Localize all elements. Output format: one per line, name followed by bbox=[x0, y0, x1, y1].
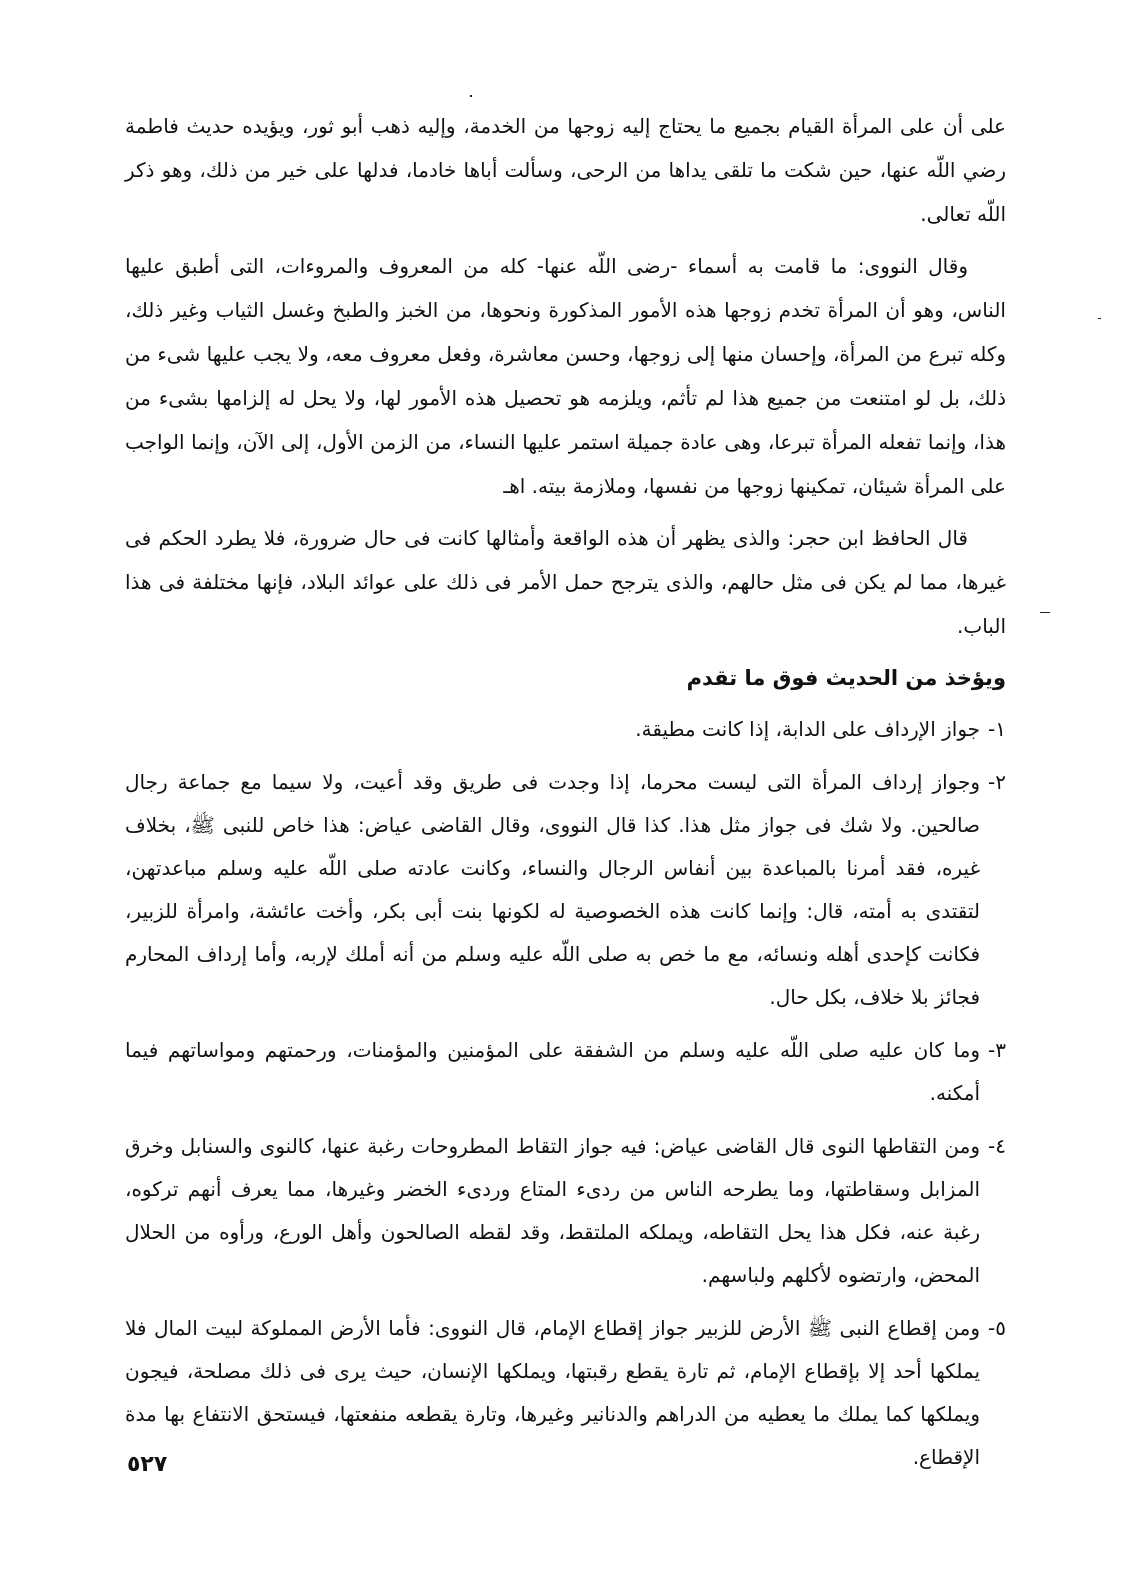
list-item-number: ٥- bbox=[988, 1316, 1006, 1340]
list-item bbox=[125, 1029, 1006, 1115]
scan-mark bbox=[1040, 612, 1050, 613]
list-item-text: وجواز إرداف المرأة التى ليست محرما، إذا وجدت فى طريق وقد أعيت، ولا سيما مع جماعة رجال صالحين. ولا شك فى جواز مثل هذا. كذا قال النووى، وقال القاضى عياض: هذا خاص للنبى ﷺ، بخلاف غيره، فقد أمرنا بالمباعدة بين أنفاس الرجال والنساء، وكانت عادته صلى اللّه عليه وسلم مباعدتهن، لتقتدى به أمته، قال: وإنما كانت هذه الخصوصية له لكونها بنت أبى بكر، وأخت عائشة، وامرأة للزبير، فكانت كإحدى أهله ونسائه، مع ما خص به صلى اللّه عليه وسلم من أنه أملك لإربه، وأما إرداف المحارم فجائز بلا خلاف، بكل حال. bbox=[125, 770, 981, 1009]
list-item bbox=[125, 1307, 1006, 1479]
list-item-text: ومن إقطاع النبى ﷺ الأرض للزبير جواز إقطاع الإمام، قال النووى: فأما الأرض المملوكة لبيت المال فلا يملكها أحد إلا بإقطاع الإمام، ثم تارة يقطع رقبتها، ويملكها الإنسان، حيث يرى فى ذلك مصلحة، فيجون ويملكها كما يملك ما يعطيه من الدراهم والدنانير وغيرها، وتارة يقطعه منفعتها، فيستحق الانتفاع بها مدة الإقطاع. bbox=[125, 1316, 981, 1469]
paragraph-1: على أن على المرأة القيام بجميع ما يحتاج إليه زوجها من الخدمة، وإليه ذهب أبو ثور، ويؤيده حديث فاطمة رضي اللّه عنها، حين شكت ما تلقى يداها من الرحى، وسألت أباها خادما، فدلها على خير من ذلك، وهو ذكر اللّه تعالى. bbox=[125, 114, 1006, 226]
page-number: ٥٢٧ bbox=[127, 1452, 168, 1477]
list-item-number: ٣- bbox=[988, 1038, 1006, 1062]
section-heading: ويؤخذ من الحديث فوق ما تقدم bbox=[686, 666, 1006, 690]
scan-mark bbox=[470, 95, 472, 97]
list-item-number: ٤- bbox=[988, 1134, 1006, 1158]
list-item bbox=[125, 1125, 1006, 1297]
paragraph-2: وقال النووى: ما قامت به أسماء -رضى اللّه عنها- كله من المعروف والمروءات، التى أطبق عليها الناس، وهو أن المرأة تخدم زوجها هذه الأمور المذكورة ونحوها، من الخبز والطبخ وغسل الثياب وغير ذلك، وكله تبرع من المرأة، وإحسان منها إلى زوجها، وحسن معاشرة، وفعل معروف معه، ولا يجب عليها شىء من ذلك، بل لو امتنعت من جميع هذا لم تأثم، ويلزمه هو تحصيل هذه الأمور لها، ولا يحل له إلزامها بشىء من هذا، وإنما تفعله المرأة تبرعا، وهى عادة جميلة استمر عليها النساء، من الزمن الأول، إلى الآن، وإنما الواجب على المرأة شيئان، تمكينها زوجها من نفسها، وملازمة بيته. اهـ bbox=[125, 254, 1006, 498]
list-item-text: وما كان عليه صلى اللّه عليه وسلم من الشفقة على المؤمنين والمؤمنات، ورحمتهم ومواساتهم فيما أمكنه. bbox=[125, 1038, 981, 1105]
scan-mark bbox=[1098, 318, 1101, 319]
list-item-text: ومن التقاطها النوى قال القاضى عياض: فيه جواز التقاط المطروحات رغبة عنها، كالنوى والسنابل وخرق المزابل وسقاطتها، وما يطرحه الناس من ردىء المتاع وردىء الخضر وغيرها، مما يعرف أنهم تركوه، رغبة عنه، فكل هذا يحل التقاطه، ويملكه الملتقط، وقد لقطه الصالحون وأهل الورع، ورأوه من الحلال المحض، وارتضوه لأكلهم ولباسهم. bbox=[125, 1134, 981, 1287]
paragraph-3: قال الحافظ ابن حجر: والذى يظهر أن هذه الواقعة وأمثالها كانت فى حال ضرورة، فلا يطرد الحكم فى غيرها، مما لم يكن فى مثل حالهم، والذى يترجح حمل الأمر فى ذلك على عوائد البلاد، فإنها مختلفة فى هذا الباب. bbox=[125, 526, 1006, 638]
list-item-text: جواز الإرداف على الدابة، إذا كانت مطيقة. bbox=[635, 717, 981, 741]
list-item bbox=[125, 761, 1006, 1019]
list-item bbox=[125, 708, 1006, 751]
list-item-number: ١- bbox=[988, 717, 1006, 741]
list-item-number: ٢- bbox=[988, 770, 1006, 794]
